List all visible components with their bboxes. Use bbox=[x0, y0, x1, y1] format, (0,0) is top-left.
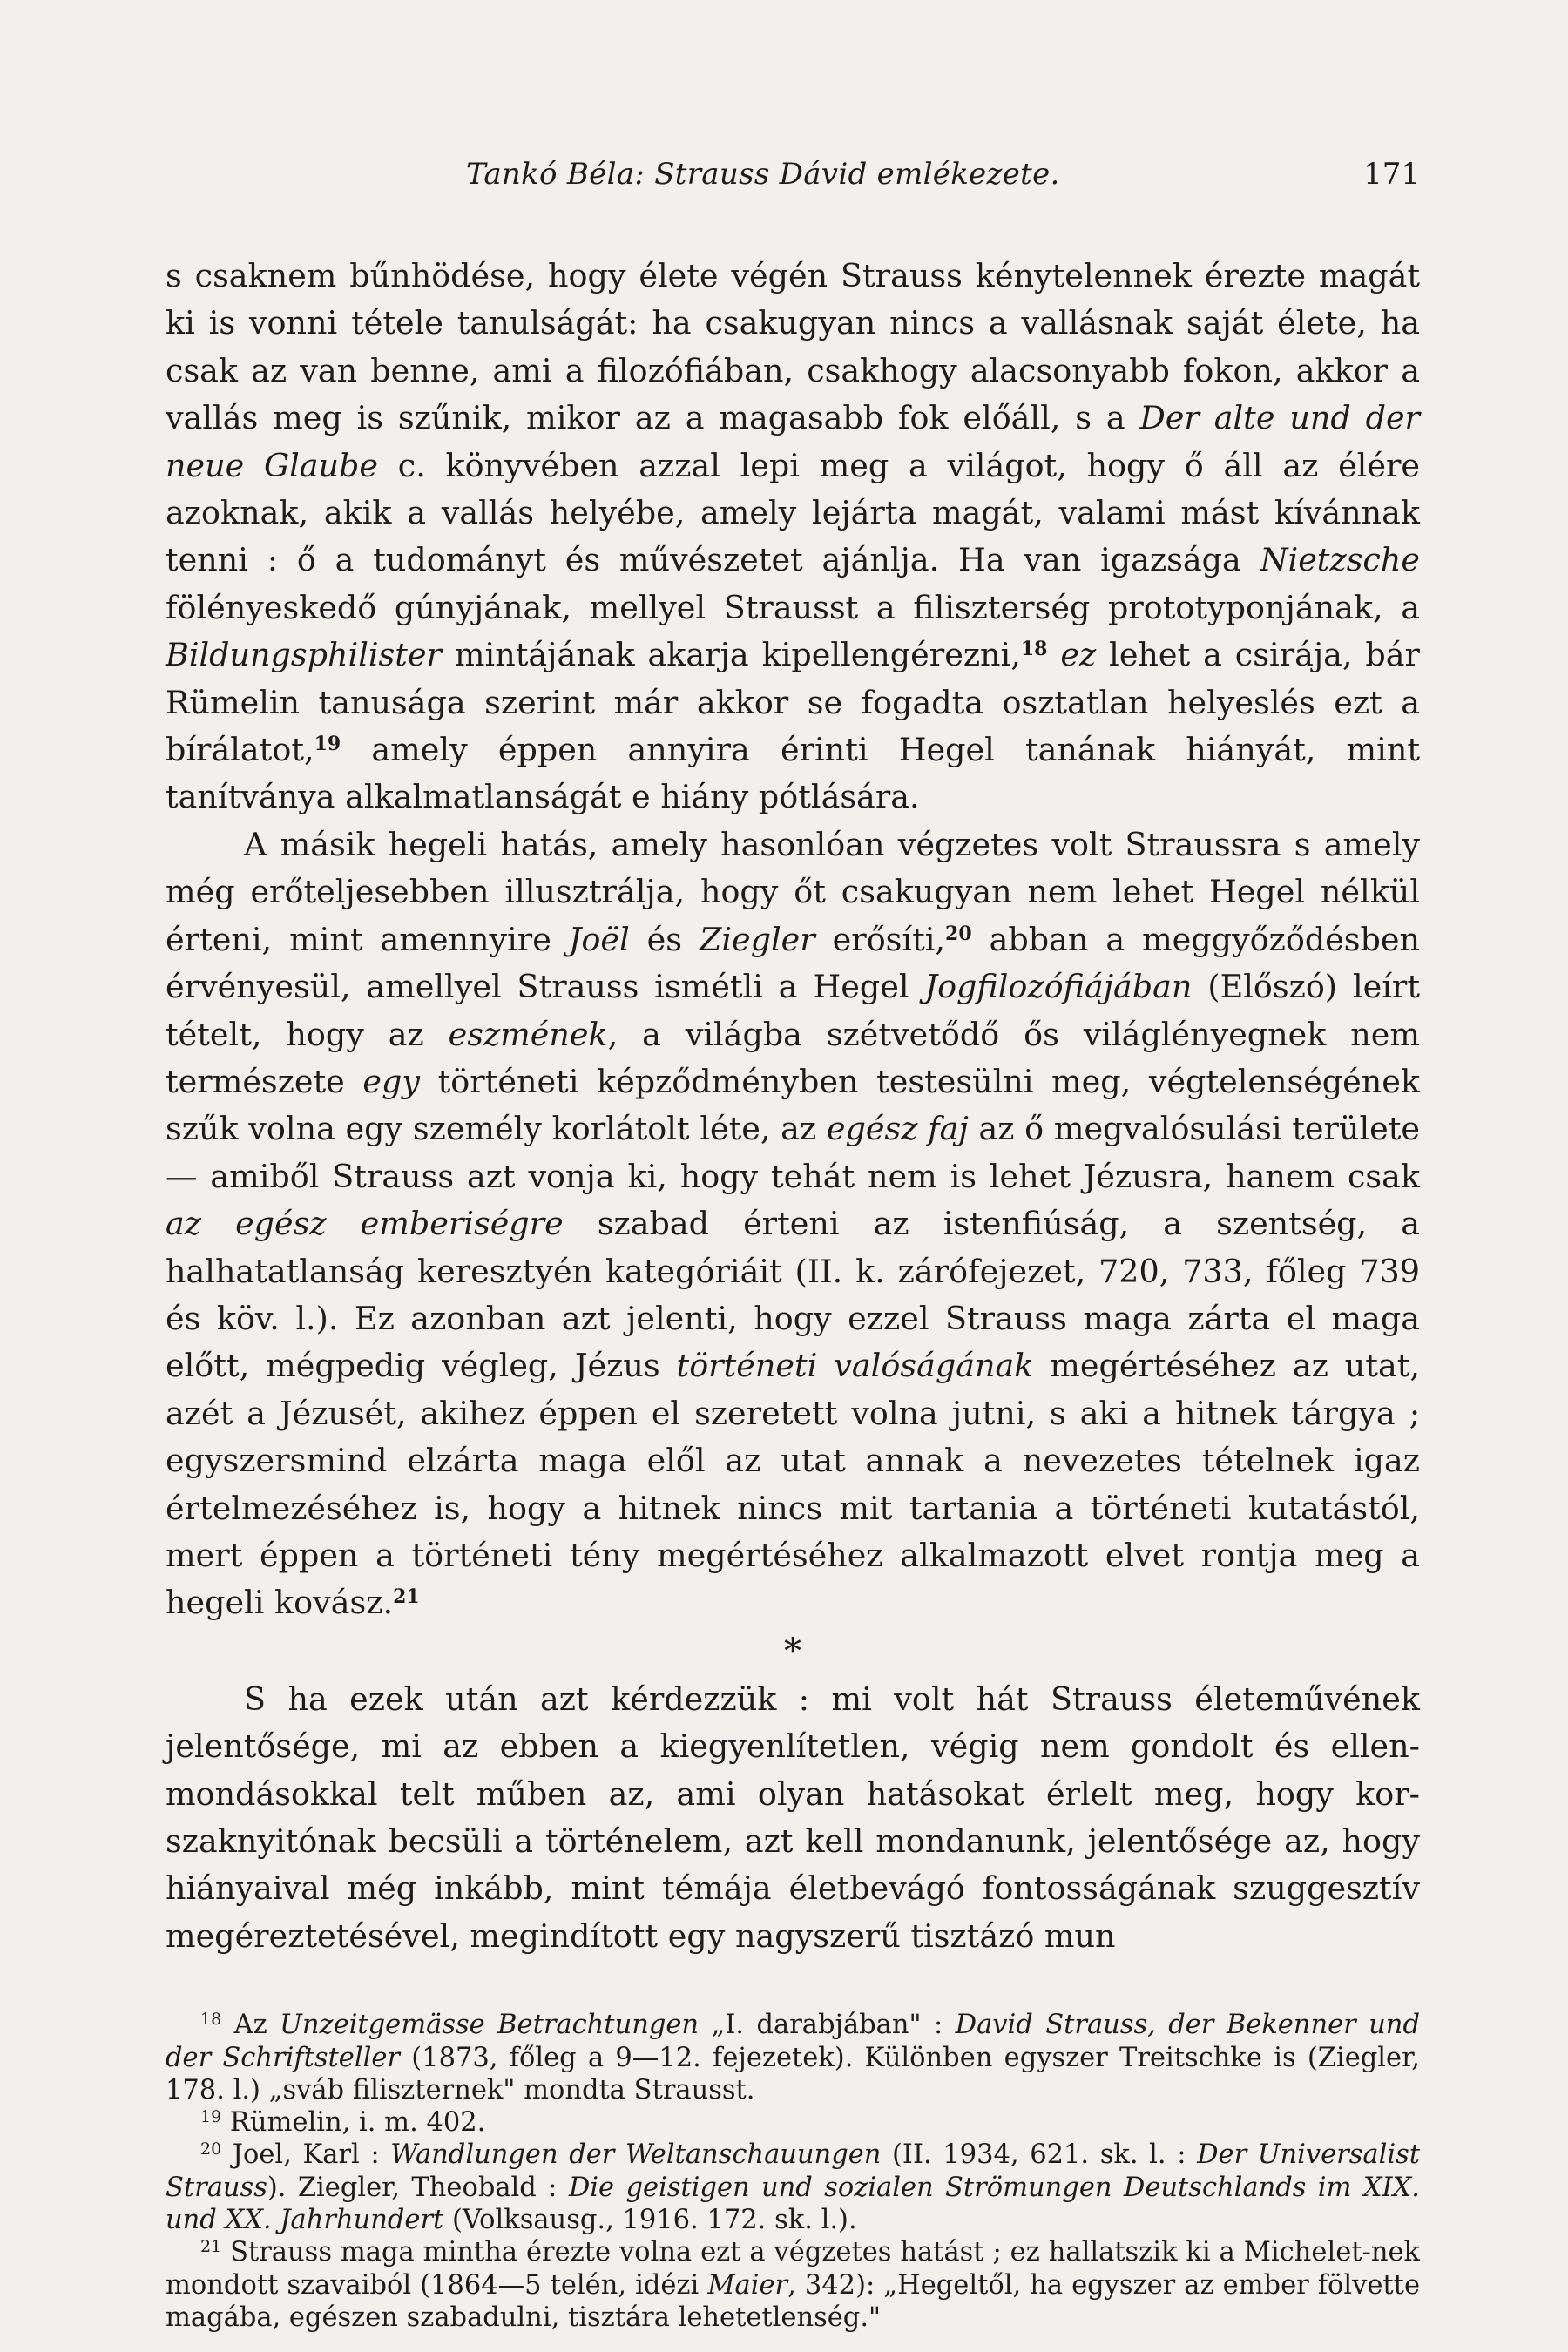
text-span: A másik hegeli hatás, amely hasonlóan végzetes volt Straussra s amely még erőteljesebben illusztrálja, hogy őt csakugyan nem lehet Hegel nélkül érteni, mint amennyire bbox=[166, 825, 1420, 958]
text-span: abban a meggyőződésben érvényesül, amellyel Strauss ismétli a Hegel bbox=[166, 920, 1420, 1006]
footnotes bbox=[166, 2009, 1420, 2334]
text-span: Rümelin, i. m. 402. bbox=[221, 2107, 486, 2139]
italic-term: ez bbox=[1060, 636, 1097, 674]
book-title: Wandlungen der Weltanschauungen bbox=[390, 2139, 882, 2171]
author-name: Ziegler bbox=[699, 920, 815, 958]
footnote-number: 21 bbox=[200, 2237, 222, 2257]
text-span: mintájának akarja kipellengérezni, bbox=[442, 636, 1021, 674]
text-span bbox=[1047, 636, 1060, 673]
footnote-20 bbox=[166, 2139, 1420, 2236]
text-span: lehet a csirája, bár Rümelin tanusága szerint már akkor se fogadta osztatlan helyeslés ezt a bírálatot, bbox=[166, 636, 1421, 769]
text-span: megértéséhez az utat, azét a Jézusét, akihez éppen el szeretett volna jutni, s aki a hitnek tárgya ; egyszersmind elzárta maga elől az utat annak a nevezetes tételnek igaz értelmezéséhez is, hogy a hitnek nincs mit tartania a történeti kutatástól, mert éppen a történeti tény megértéséhez alkalmazott elvet rontja meg a hegeli kovász. bbox=[166, 1347, 1420, 1622]
text-span: erősíti, bbox=[814, 920, 946, 958]
book-title: Die geistigen und sozialen Strömungen Deutschlands im XIX. und XX. Jahrhundert bbox=[166, 2172, 1420, 2235]
text-span: és bbox=[629, 920, 700, 958]
italic-term: Bildungsphilister bbox=[166, 636, 442, 674]
text-span: Joel, Karl : bbox=[221, 2139, 391, 2171]
text-span: szabad érteni az istenfiúság, a szentség, a halhatatlanság keresztyén kategóriáit (II. k. zárófejezet, 720, 733, főleg 739 és köv. l.). Ez azonban azt jelenti, hogy ezzel Strauss maga zárta el maga előtt, mégpedig végleg, Jézus bbox=[166, 1205, 1420, 1385]
book-title: Der alte und der neue Glaube bbox=[166, 399, 1420, 484]
text-span: , a világba szétvetődő ős világlényegnek nem természete bbox=[166, 1015, 1421, 1100]
text-span: (Előszó) leírt tételt, hogy az bbox=[166, 968, 1421, 1053]
text-span: c. könyvében azzal lepi meg a világot, hogy ő áll az élére azoknak, akik a vallás helyébe, amely lejárta magát, valami mást kívánnak tenni : ő a tudományt és művészetet ajánlja. Ha van igazsága bbox=[166, 446, 1421, 579]
text-span: , 342): „Hegeltől, ha egyszer az ember fölvette magába, egészen szabadulni, tisztára lehetetlenség." bbox=[166, 2269, 1420, 2333]
main-text bbox=[166, 253, 1420, 1960]
footnote-ref-21[interactable]: 21 bbox=[393, 1585, 420, 1609]
italic-term: az egész emberiségre bbox=[166, 1205, 564, 1243]
footnote-21 bbox=[166, 2236, 1420, 2334]
italic-term: Jogfilozófiájában bbox=[924, 968, 1193, 1006]
text-span: Strauss maga mintha érezte volna ezt a végzetes hatást ; ez hallatszik ki a Michelet-nek mondott szavaiból (1864—5 telén, idézi bbox=[166, 2237, 1420, 2301]
text-span: „I. darabjában" : bbox=[699, 2010, 956, 2041]
footnote-number: 20 bbox=[200, 2139, 222, 2159]
book-title: David Strauss, der Bekenner und der Schriftsteller bbox=[166, 2010, 1420, 2073]
running-title: Tankó Béla: Strauss Dávid emlékezete. bbox=[466, 157, 1060, 192]
italic-term: egész faj bbox=[826, 1110, 969, 1148]
text-span: (Volksausg., 1916. 172. sk. l.). bbox=[443, 2205, 857, 2235]
italic-term: egy bbox=[362, 1062, 420, 1100]
text-span: (II. 1934, 621. sk. l. : bbox=[881, 2139, 1198, 2171]
text-span: fölényeskedő gúnyjának, mellyel Strausst a filiszterség prototyponjának, a bbox=[166, 588, 1420, 626]
text-span: s csaknem bűnhödése, hogy élete végén Strauss kénytelennek érezte magát ki is vonni tétele tanulságát: ha csakugyan nincs a vallásnak saját élete, ha csak az van benne, ami a filozófiában, csakhogy alacsonyabb fokon, akkor a vallás meg is szűnik, mikor az a magasabb fok előáll, s a bbox=[166, 257, 1420, 437]
book-title: Der Universalist Strauss bbox=[166, 2139, 1420, 2203]
footnote-19 bbox=[166, 2106, 1420, 2139]
italic-term: eszmének bbox=[448, 1015, 608, 1053]
page-number: 171 bbox=[1363, 157, 1420, 192]
book-title: Unzeitgemässe Betrachtungen bbox=[280, 2010, 700, 2041]
text-span: (1873, főleg a 9—12. fejezetek). Különben egyszer Treitschke is (Ziegler, 178. l.) „sváb filiszternek" mondta Strausst. bbox=[166, 2042, 1420, 2105]
section-separator: * bbox=[784, 1631, 801, 1672]
author-name: Maier bbox=[707, 2269, 788, 2301]
footnote-ref-19[interactable]: 19 bbox=[314, 733, 341, 756]
paragraph-1 bbox=[166, 253, 1420, 821]
footnote-ref-20[interactable]: 20 bbox=[945, 922, 972, 945]
text-span: történeti képződményben testesülni meg, végtelenségének szűk volna egy személy korlátolt léte, az bbox=[166, 1062, 1420, 1148]
running-head bbox=[166, 148, 1420, 200]
book-page bbox=[166, 148, 1420, 2334]
footnote-ref-18[interactable]: 18 bbox=[1020, 638, 1048, 661]
text-span: Az bbox=[221, 2010, 280, 2041]
text-span: amely éppen annyira érinti Hegel tanának hiányát, mint tanítványa alkalmatlanságát e hiány pótlására. bbox=[166, 731, 1420, 816]
author-name: Joël bbox=[568, 920, 630, 958]
paragraph-3: S ha ezek után azt kérdezzük : mi volt hát Strauss életeművének jelentősége, mi az ebben a kiegyenlítetlen, végig nem gondolt és ellenmondásokkal telt műben az, ami olyan hatásokat érlelt meg, hogy korszaknyitónak becsüli a történelem, azt kell mondanunk, jelentősége az, hogy hiányaival még inkább, mint témája életbevágó fontosságának szuggesztív megéreztetésével, megindított egy nagyszerű tisztázó mun bbox=[166, 1680, 1420, 1955]
italic-term: történeti valóságának bbox=[676, 1347, 1034, 1385]
text-span: az ő megvalósulási területe — amiből Strauss azt vonja ki, hogy tehát nem is lehet Jézusra, hanem csak bbox=[166, 1110, 1421, 1195]
footnote-number: 18 bbox=[200, 2010, 222, 2030]
paragraph-2 bbox=[166, 821, 1420, 1627]
footnote-18 bbox=[166, 2009, 1420, 2106]
footnote-number: 19 bbox=[200, 2107, 222, 2127]
text-span: ). Ziegler, Theobald : bbox=[267, 2172, 569, 2203]
author-name: Nietzsche bbox=[1260, 541, 1420, 579]
